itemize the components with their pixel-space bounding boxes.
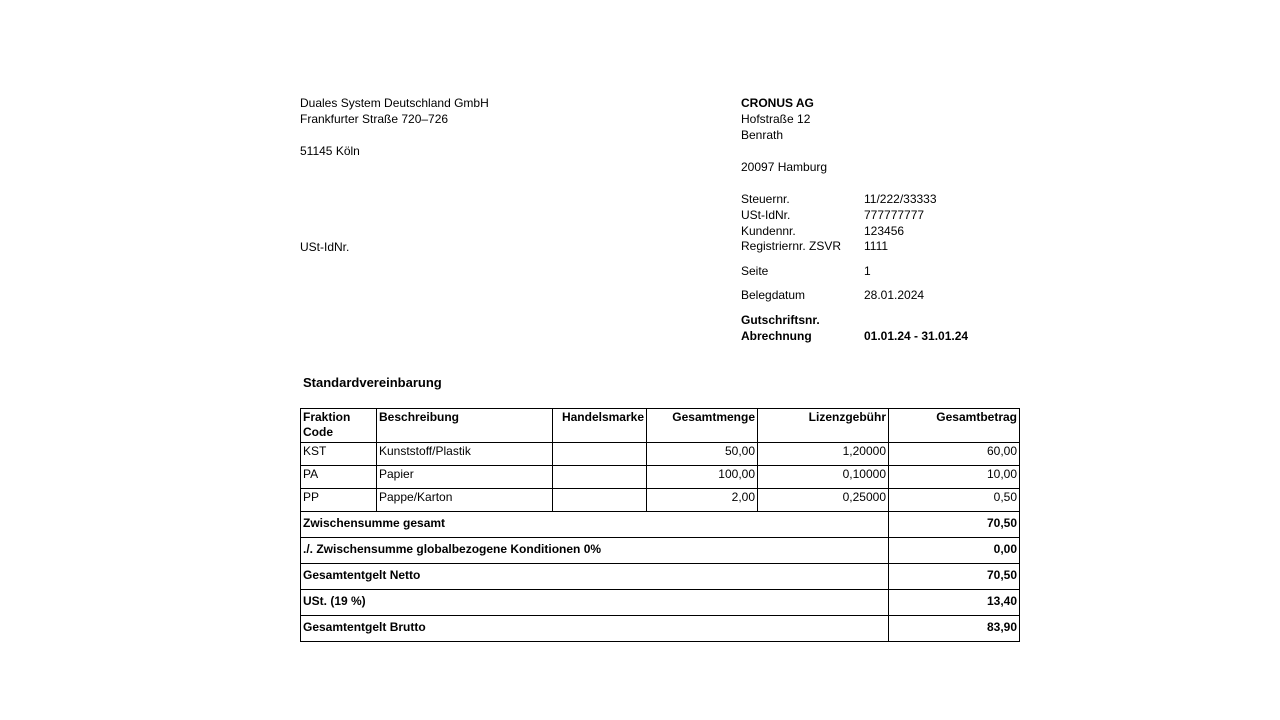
global-conditions-label: ./. Zwischensumme globalbezogene Konditionen 0%	[301, 538, 889, 564]
cell-code: PA	[301, 466, 377, 489]
gross-total-row	[301, 616, 1020, 642]
customer-no-label: Kundennr.	[741, 224, 796, 238]
header-code: Fraktion Code	[301, 409, 377, 443]
vat-row	[301, 590, 1020, 616]
cell-quantity: 2,00	[647, 489, 758, 512]
header-brand: Handelsmarke	[553, 409, 647, 443]
global-conditions-value: 0,00	[889, 538, 1020, 564]
table-row	[301, 489, 1020, 512]
cell-brand	[553, 443, 647, 466]
page-label: Seite	[741, 264, 769, 278]
cell-code: PP	[301, 489, 377, 512]
vat-value: 13,40	[889, 590, 1020, 616]
tax-no-value: 11/222/33333	[864, 192, 937, 206]
sender-city: 20097 Hamburg	[741, 160, 828, 174]
customer-no-value: 123456	[864, 224, 905, 238]
cell-description: Papier	[377, 466, 553, 489]
global-conditions-row	[301, 538, 1020, 564]
subtotal-value: 70,50	[889, 512, 1020, 538]
doc-date-label: Belegdatum	[741, 288, 806, 302]
page-value: 1	[864, 264, 871, 278]
tax-no-label: Steuernr.	[741, 192, 790, 206]
table-header-row	[301, 409, 1020, 443]
sender-district: Benrath	[741, 128, 784, 142]
cell-amount: 10,00	[889, 466, 1020, 489]
cell-amount: 60,00	[889, 443, 1020, 466]
recipient-city: 51145 Köln	[300, 144, 360, 158]
sender-name: CRONUS AG	[741, 96, 814, 110]
sender-street: Hofstraße 12	[741, 112, 811, 126]
cell-code: KST	[301, 443, 377, 466]
billing-label: Abrechnung	[741, 329, 812, 343]
cell-quantity: 50,00	[647, 443, 758, 466]
header-amount: Gesamtbetrag	[889, 409, 1020, 443]
table-row	[301, 466, 1020, 489]
recipient-vat-label: USt-IdNr.	[300, 240, 350, 254]
header-quantity: Gesamtmenge	[647, 409, 758, 443]
recipient-street: Frankfurter Straße 720–726	[300, 112, 449, 126]
cell-amount: 0,50	[889, 489, 1020, 512]
cell-fee: 0,10000	[758, 466, 889, 489]
vat-id-value: 777777777	[864, 208, 925, 222]
subtotal-label: Zwischensumme gesamt	[301, 512, 889, 538]
subtotal-row	[301, 512, 1020, 538]
doc-date-value: 28.01.2024	[864, 288, 925, 302]
recipient-name: Duales System Deutschland GmbH	[300, 96, 489, 110]
billing-value: 01.01.24 - 31.01.24	[864, 329, 969, 343]
vat-label: USt. (19 %)	[301, 590, 889, 616]
register-no-label: Registriernr. ZSVR	[741, 239, 842, 253]
net-total-value: 70,50	[889, 564, 1020, 590]
register-no-value: 1111	[864, 239, 889, 253]
cell-brand	[553, 466, 647, 489]
cell-fee: 1,20000	[758, 443, 889, 466]
invoice-table	[300, 408, 1020, 642]
table-row	[301, 443, 1020, 466]
gross-total-label: Gesamtentgelt Brutto	[301, 616, 889, 642]
cell-brand	[553, 489, 647, 512]
net-total-row	[301, 564, 1020, 590]
net-total-label: Gesamtentgelt Netto	[301, 564, 889, 590]
header-fee: Lizenzgebühr	[758, 409, 889, 443]
header-description: Beschreibung	[377, 409, 553, 443]
cell-description: Kunststoff/Plastik	[377, 443, 553, 466]
cell-quantity: 100,00	[647, 466, 758, 489]
cell-fee: 0,25000	[758, 489, 889, 512]
vat-id-label: USt-IdNr.	[741, 208, 791, 222]
cell-description: Pappe/Karton	[377, 489, 553, 512]
gross-total-value: 83,90	[889, 616, 1020, 642]
credit-no-label: Gutschriftsnr.	[741, 313, 820, 327]
section-title: Standardvereinbarung	[303, 375, 442, 390]
